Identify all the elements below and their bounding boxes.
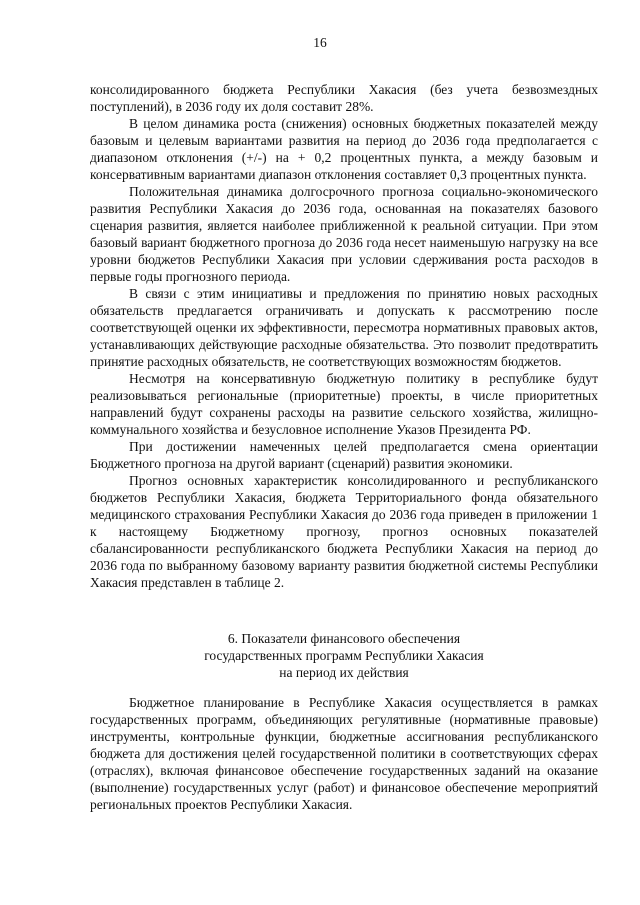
- paragraph-goals: При достижении намеченных целей предполагается смена ориентации Бюджетного прогноза на другой вариант (сценарий) развития экономики.: [90, 439, 598, 471]
- paragraph-continuation: консолидированного бюджета Республики Хакасия (без учета безвозмездных поступлений), в 2036 году их доля составит 28%.: [90, 82, 598, 114]
- paragraph-forecast: Прогноз основных характеристик консолидированного и республиканского бюджетов Республики Хакасия, бюджета Территориального фонда обязательного медицинского страхования Республики Хакасия до 2036 года приведен в приложении 1 к настоящему Бюджетному прогнозу, прогноз основных показателей сбалансированности республиканского бюджета Республики Хакасия на период до 2036 года по выбранному базовому варианту развития бюджетной системы Республики Хакасия представлен в таблице 2.: [90, 473, 598, 590]
- section-text-block: [90, 694, 598, 813]
- paragraph-dynamics: В целом динамика роста (снижения) основных бюджетных показателей между базовым и целевым вариантами развития на период до 2036 года предполагается с диапазоном отклонения (+/-) на + 0,2 процентных пункта, а между базовым и консервативным вариантами диапазон отклонения составляет 0,3 процентных пункта.: [90, 116, 598, 182]
- main-text-block: [90, 81, 598, 591]
- section-heading-line-3: на период их действия: [279, 665, 409, 680]
- page-number: 16: [313, 35, 327, 50]
- section-heading-line-1: 6. Показатели финансового обеспечения: [227, 631, 461, 646]
- paragraph-conservative-policy: Несмотря на консервативную бюджетную политику в республике будут реализовываться региональные (приоритетные) проекты, в числе приоритетных направлений будут сохранены расходы на развитие сельского хозяйства, жилищно-коммунального хозяйства и безусловное исполнение Указов Президента РФ.: [90, 371, 598, 437]
- section-heading: [90, 630, 598, 681]
- paragraph-new-obligations: В связи с этим инициативы и предложения по принятию новых расходных обязательств предлагается ограничивать и допускать к рассмотрению после соответствующей оценки их эффективности, пересмотра нормативных правовых актов, устанавливающих действующие расходные обязательства. Это позволит предотвратить принятие расходных обязательств, не соответствующих возможностям бюджетов.: [90, 286, 598, 369]
- paragraph-budget-planning: Бюджетное планирование в Республике Хакасия осуществляется в рамках государственных программ, объединяющих регулятивные (нормативные правовые) инструменты, контрольные функции, бюджетные ассигнования республиканского бюджета для достижения целей государственной политики в соответствующих сферах (отраслях), включая финансовое обеспечение государственных заданий на оказание (выполнение) государственных услуг (работ) и финансовое обеспечение мероприятий региональных проектов Республики Хакасия.: [90, 695, 598, 812]
- paragraph-positive-dynamics: Положительная динамика долгосрочного прогноза социально-экономического развития Республики Хакасия до 2036 года, основанная на показателях базового сценария развития, является наиболее приближенной к реальной ситуации. При этом базовый вариант бюджетного прогноза до 2036 года несет наименьшую нагрузку на все уровни бюджетов Республики Хакасия при условии сдерживания роста расходов в первые годы прогнозного периода.: [90, 184, 598, 284]
- section-heading-line-2: государственных программ Республики Хакасия: [204, 648, 484, 663]
